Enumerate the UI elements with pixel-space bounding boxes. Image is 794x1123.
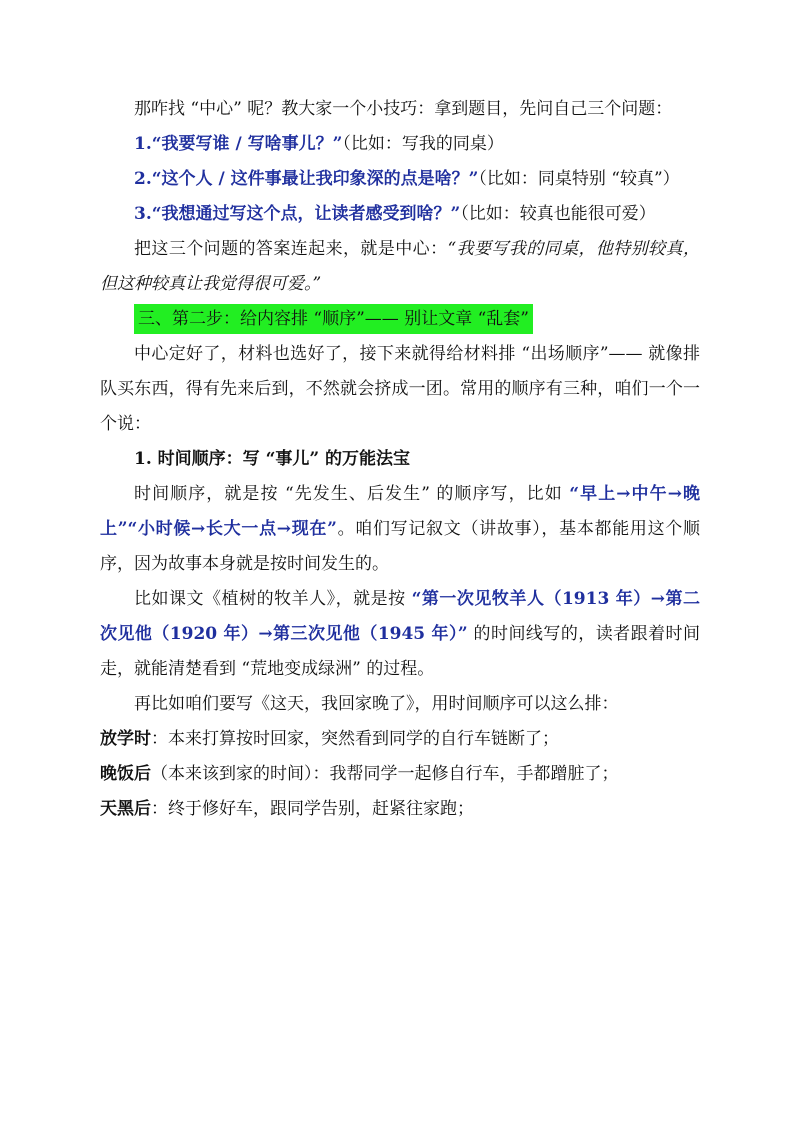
example-step-1-label: 放学时 xyxy=(100,729,151,749)
example-step-3-label: 天黑后 xyxy=(100,799,151,819)
textbook-example-text-a: 比如课文《植树的牧羊人》，就是按 xyxy=(134,589,412,609)
question-1 xyxy=(100,127,700,162)
textbook-example-paragraph xyxy=(100,582,700,687)
order-intro-paragraph: 中心定好了，材料也选好了，接下来就得给材料排 “出场顺序”—— 就像排队买东西，得有先来后到，不然就会挤成一团。常用的顺序有三种，咱们一个一个说： xyxy=(100,344,700,434)
time-order-paragraph xyxy=(100,477,700,582)
time-order-subheading: 1. 时间顺序：写 “事儿” 的万能法宝 xyxy=(134,449,411,469)
summary-paragraph xyxy=(100,232,700,302)
time-order-text-a: 时间顺序，就是按 “先发生、后发生” 的顺序写，比如 xyxy=(134,484,570,504)
example-step-3 xyxy=(100,792,700,827)
summary-lead: 把这三个问题的答案连起来，就是中心： xyxy=(134,239,448,259)
example-step-3-text: ：终于修好车，跟同学告别，赶紧往家跑； xyxy=(151,799,474,819)
example-step-1 xyxy=(100,722,700,757)
time-order-text-b: 。咱们写记叙文（讲故事），基本都能用这个顺序，因为故事本身就是按时间发生的。 xyxy=(100,519,700,574)
example-step-2-label: 晚饭后 xyxy=(100,764,151,784)
question-1-text: 1.“我要写谁 / 写啥事儿？” xyxy=(134,134,343,154)
question-2-example: （比如：同桌特别 “较真”） xyxy=(478,169,680,189)
question-3-text: 3.“我想通过写这个点，让读者感受到啥？” xyxy=(134,204,461,224)
question-2-text: 2.“这个人 / 这件事最让我印象深的点是啥？” xyxy=(134,169,479,189)
document-body xyxy=(100,92,700,827)
example-step-2 xyxy=(100,757,700,792)
question-1-example: （比如：写我的同桌） xyxy=(342,134,504,154)
essay-example-intro: 再比如咱们要写《这天，我回家晚了》，用时间顺序可以这么排： xyxy=(134,694,619,714)
textbook-example-timeline: “第一次见牧羊人（1913 年）→第二次见他（1920 年）→第三次见他（1945 年）” xyxy=(100,589,700,644)
example-step-1-text: ：本来打算按时回家，突然看到同学的自行车链断了； xyxy=(151,729,559,749)
example-step-2-text: （本来该到家的时间）：我帮同学一起修自行车，手都蹭脏了； xyxy=(151,764,619,784)
question-3-example: （比如：较真也能很可爱） xyxy=(460,204,656,224)
intro-paragraph: 那咋找 “中心” 呢？教大家一个小技巧：拿到题目，先问自己三个问题： xyxy=(134,99,673,119)
time-order-examples: “早上→中午→晚上”“小时候→长大一点→现在” xyxy=(100,484,700,539)
textbook-example-text-b: 的时间线写的，读者跟着时间走，就能清楚看到 “荒地变成绿洲” 的过程。 xyxy=(100,624,700,679)
question-3 xyxy=(100,197,700,232)
section-heading-row xyxy=(100,302,700,337)
summary-quote: “我要写我的同桌，他特别较真，但这种较真让我觉得很可爱。” xyxy=(100,239,700,294)
question-2 xyxy=(100,162,700,197)
section-heading: 三、第二步：给内容排 “顺序”—— 别让文章 “乱套” xyxy=(134,304,533,334)
